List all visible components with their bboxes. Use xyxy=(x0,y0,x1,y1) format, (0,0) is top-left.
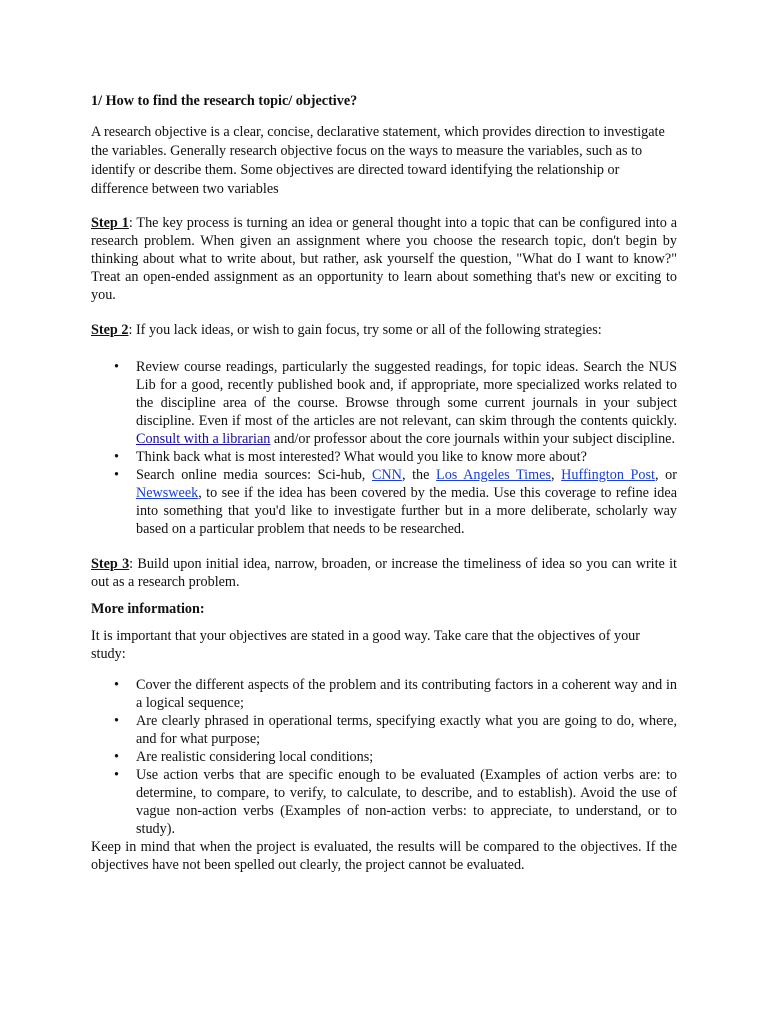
list-item xyxy=(136,358,677,448)
cnn-link[interactable]: CNN xyxy=(371,467,402,483)
list-item-text: , to see if the idea has been covered by the media. Use this coverage to refine idea into something that you'd like to investigate further but in a more deliberate, scholarly way based on a particular problem that needs to be researched. xyxy=(136,485,677,537)
step-2-label: Step 2 xyxy=(91,322,129,338)
more-info-heading: More information: xyxy=(91,601,205,617)
list-item: • Are clearly phrased in operational terms, specifying exactly what you are going to do, where, and for what purpose; xyxy=(136,712,677,748)
list-item: • Are realistic considering local conditions; xyxy=(136,748,677,766)
list-item-text: , the xyxy=(401,467,437,483)
newsweek-link[interactable]: Newsweek xyxy=(136,485,199,501)
step-1-label: Step 1 xyxy=(91,215,129,231)
list-item-text: , xyxy=(550,467,562,483)
step-3-text: : Build upon initial idea, narrow, broaden, or increase the timeliness of idea so you can write it out as a research problem. xyxy=(91,556,677,590)
objectives-list xyxy=(91,676,677,838)
huffington-post-link[interactable]: Huffington Post xyxy=(561,467,655,483)
strategies-list xyxy=(91,358,677,538)
step-1-text: : The key process is turning an idea or general thought into a topic that can be configured into a research problem. When given an assignment where you choose the research topic, don't begin by thinking about what to write about, but rather, ask yourself the question, "What do I want to know?" Treat an open-ended assignment as an opportunity to learn about something that's new or exciting to you. xyxy=(91,215,677,303)
intro-paragraph: A research objective is a clear, concise, declarative statement, which provides direction to investigate the variables. Generally research objective focus on the ways to measure the variables, such as to identify or describe them. Some objectives are directed toward identifying the relationship or difference between two variables xyxy=(91,124,665,197)
important-paragraph: It is important that your objectives are stated in a good way. Take care that the objectives of your study: xyxy=(91,628,640,662)
consult-librarian-link[interactable]: Consult with a librarian xyxy=(136,431,271,447)
closing-paragraph: Keep in mind that when the project is evaluated, the results will be compared to the objectives. If the objectives have not been spelled out clearly, the project cannot be evaluated. xyxy=(91,839,677,873)
list-item-text: , or xyxy=(655,467,677,483)
list-item xyxy=(136,466,677,538)
list-item: • Cover the different aspects of the problem and its contributing factors in a coherent way and in a logical sequence; xyxy=(136,676,677,712)
section-heading: 1/ How to find the research topic/ objective? xyxy=(91,93,358,109)
step-2-text: : If you lack ideas, or wish to gain focus, try some or all of the following strategies: xyxy=(128,322,602,338)
list-item xyxy=(136,448,677,466)
step-3-label: Step 3 xyxy=(91,556,130,572)
step-2-paragraph xyxy=(91,321,677,339)
list-item-text: Think back what is most interested? What would you like to know more about? xyxy=(136,449,587,465)
list-item-text: Search online media sources: Sci-hub, xyxy=(136,467,372,483)
list-item: • Use action verbs that are specific enough to be evaluated (Examples of action verbs are: to determine, to compare, to verify, to calculate, to describe, and to establish). Avoid the use of vague non-action verbs (Examples of non-action verbs: to appreciate, to understand, or to study). xyxy=(136,766,677,838)
step-3-paragraph xyxy=(91,555,677,591)
list-item-text: Review course readings, particularly the suggested readings, for topic ideas. Search the NUS Lib for a good, recently published book and, if appropriate, more specialized works related to the discipline area of the course. Browse through some current journals in your subject discipline. Even if most of the articles are not relevant, can skim through the contents quickly. xyxy=(136,359,677,429)
los-angeles-times-link[interactable]: Los Angeles Times xyxy=(436,467,551,483)
list-item-text: and/or professor about the core journals within your subject discipline. xyxy=(270,431,676,447)
step-1-paragraph xyxy=(91,214,677,304)
document-page xyxy=(91,90,677,874)
